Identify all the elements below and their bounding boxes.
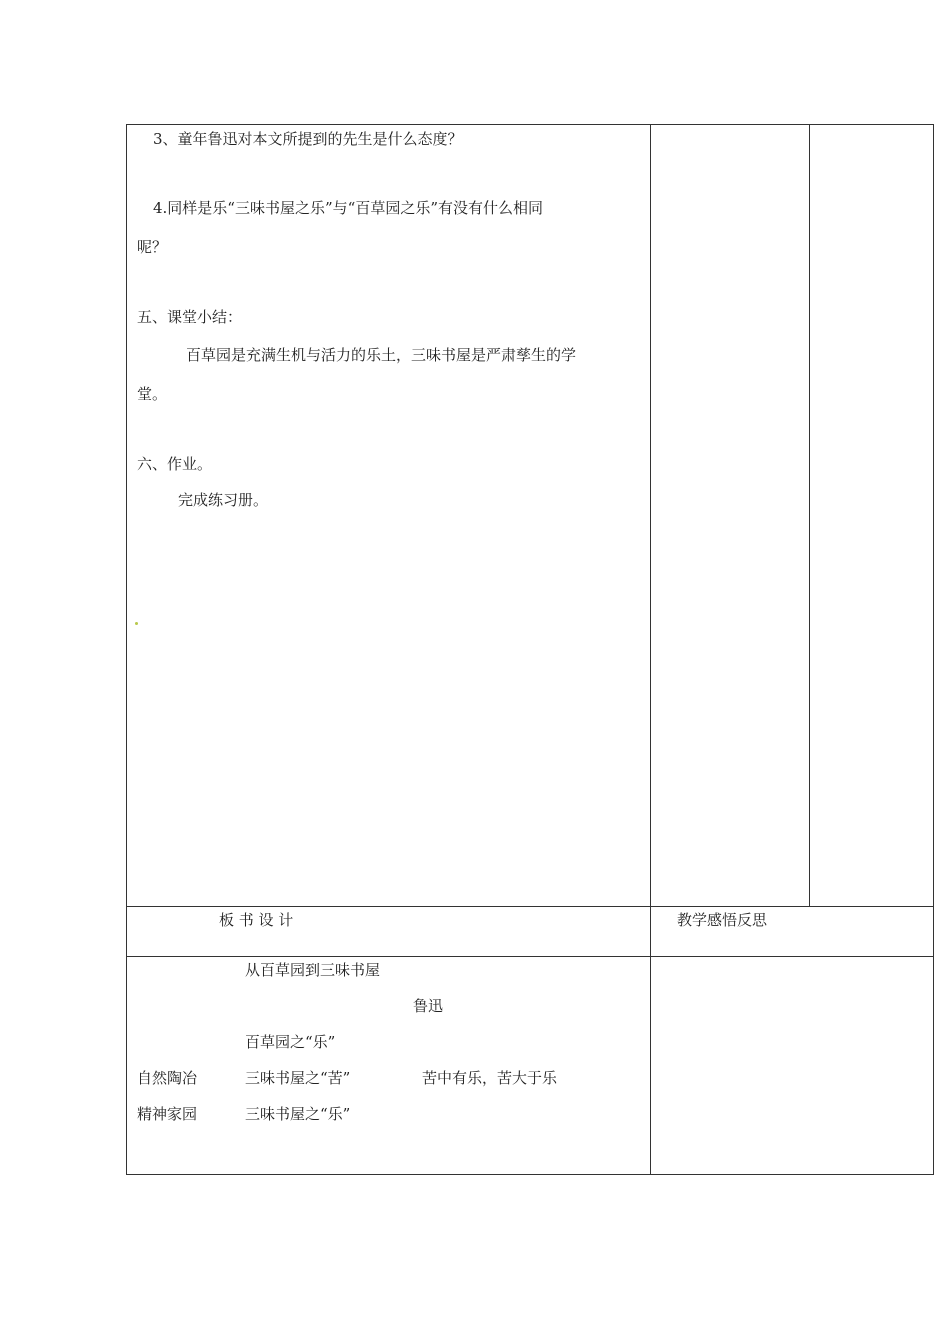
row-divider-board xyxy=(126,956,934,957)
homework-text: 完成练习册。 xyxy=(178,491,269,509)
question-4-line-1: 4.同样是乐“三味书屋之乐”与“百草园之乐”有没有什么相同 xyxy=(153,199,543,217)
reflection-header: 教学感悟反思 xyxy=(677,911,768,929)
stray-mark xyxy=(135,622,138,625)
table-border-left xyxy=(126,124,127,1175)
board-row-2-left: 自然陶冶 xyxy=(137,1069,198,1087)
column-divider-main xyxy=(650,124,651,1175)
summary-line-2: 堂。 xyxy=(137,385,168,403)
board-row-3-left: 精神家园 xyxy=(137,1105,198,1123)
section-6-title: 六、作业。 xyxy=(137,455,213,473)
question-3: 3、童年鲁迅对本文所提到的先生是什么态度？ xyxy=(153,130,463,148)
board-row-2-mid: 三味书屋之“苦” xyxy=(245,1069,351,1087)
column-divider-notes xyxy=(809,124,810,907)
board-author: 鲁迅 xyxy=(413,997,444,1015)
table-border-right xyxy=(933,124,934,1175)
row-divider-header xyxy=(126,906,934,907)
section-5-title: 五、课堂小结： xyxy=(137,308,243,326)
board-design-header: 板 书 设 计 xyxy=(219,911,294,929)
board-row-3-mid: 三味书屋之“乐” xyxy=(245,1105,351,1123)
board-row-2-right: 苦中有乐，苦大于乐 xyxy=(422,1069,558,1087)
question-4-line-2: 呢？ xyxy=(137,238,168,256)
table-border-top xyxy=(126,124,934,125)
summary-line-1: 百草园是充满生机与活力的乐土，三味书屋是严肃孳生的学 xyxy=(186,346,577,364)
table-border-bottom xyxy=(126,1174,934,1175)
board-title: 从百草园到三味书屋 xyxy=(245,961,381,979)
board-row-1-mid: 百草园之“乐” xyxy=(245,1033,336,1051)
